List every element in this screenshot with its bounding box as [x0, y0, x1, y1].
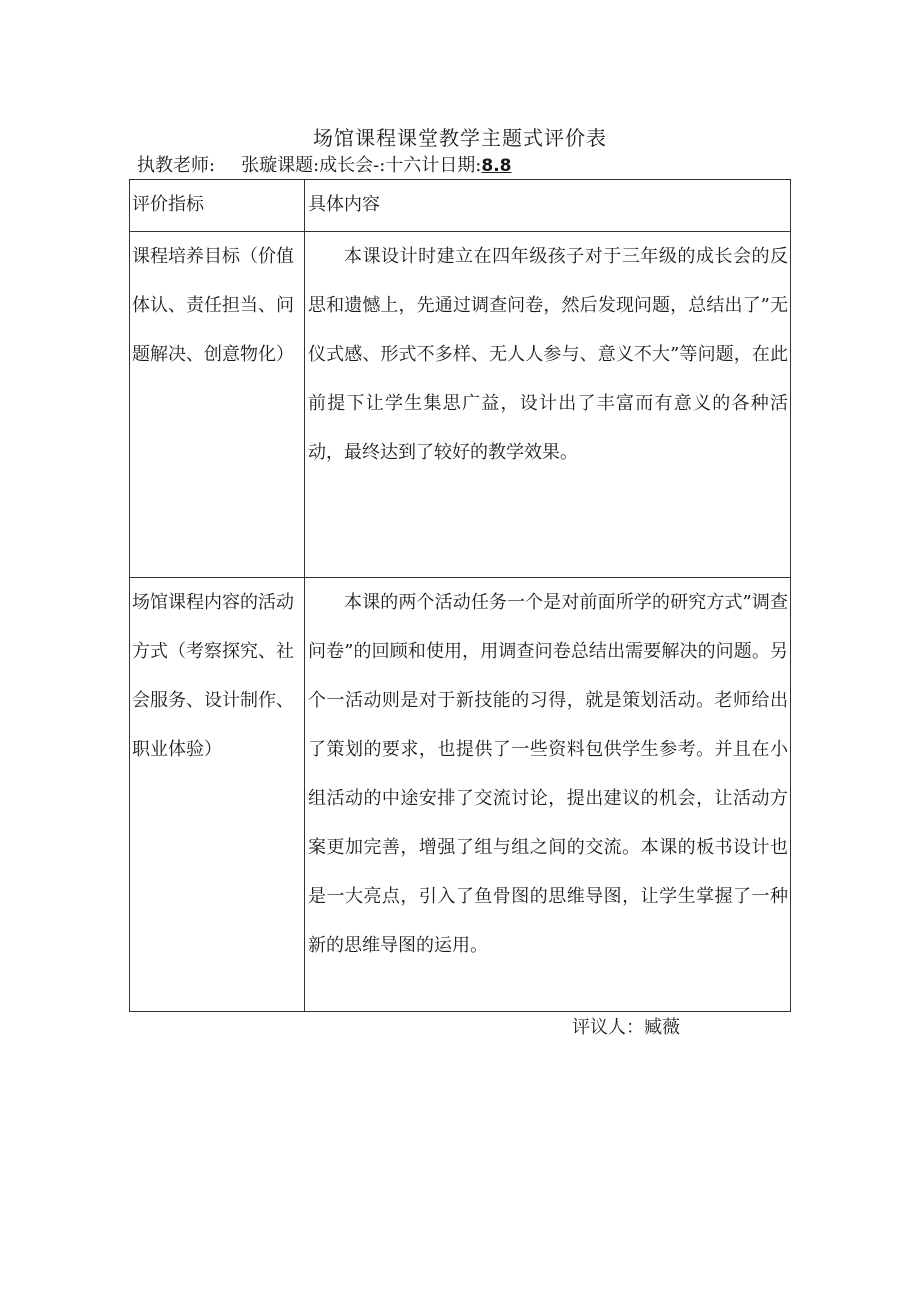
- content-cell: [305, 232, 791, 578]
- table-header-row: [130, 180, 791, 232]
- content-cell: [305, 578, 791, 1012]
- teacher-name: 张璇: [241, 155, 278, 176]
- header-indicator: 评价指标: [130, 180, 305, 232]
- content-text: 本课的两个活动任务一个是对前面所学的研究方式”调查问卷”的回顾和使用，用调查问卷总结出需要解决的问题。另个一活动则是对于新技能的习得，就是策划活动。老师给出了策划的要求，也提供了一些资料包供学生参考。并且在小组活动的中途安排了交流讨论，提出建议的机会，让活动方案更加完善，增强了组与组之间的交流。本课的板书设计也是一大亮点，引入了鱼骨图的思维导图，让学生掌握了一种新的思维导图的运用。: [308, 592, 788, 956]
- indicator-cell: [130, 232, 305, 578]
- topic-value: 成长会-:十六计: [319, 155, 440, 176]
- indicator-text: 场馆课程内容的活动方式（考察探究、社会服务、设计制作、职业体验）: [132, 592, 294, 760]
- date-label: 日期:: [439, 155, 482, 176]
- topic-label: 课题:: [277, 155, 320, 176]
- reviewer-name: 臧薇: [644, 1017, 680, 1038]
- header-content: 具体内容: [305, 180, 791, 232]
- table-row: [130, 232, 791, 578]
- document-title: 场馆课程课堂教学主题式评价表: [313, 126, 607, 150]
- date-value: 8.8: [481, 156, 512, 176]
- info-line: [137, 153, 512, 179]
- indicator-cell: [130, 578, 305, 1012]
- teacher-label: 执教老师:: [137, 155, 216, 176]
- reviewer-label: 评议人：: [572, 1017, 644, 1038]
- table-row: [130, 578, 791, 1012]
- indicator-text: 课程培养目标（价值体认、责任担当、问题解决、创意物化）: [132, 246, 294, 365]
- evaluation-table: [129, 179, 791, 1012]
- reviewer-line: [572, 1015, 680, 1041]
- content-text: 本课设计时建立在四年级孩子对于三年级的成长会的反思和遗憾上，先通过调查问卷，然后发现问题，总结出了”无仪式感、形式不多样、无人人参与、意义不大”等问题，在此前提下让学生集思广益，设计出了丰富而有意义的各种活动，最终达到了较好的教学效果。: [308, 246, 788, 463]
